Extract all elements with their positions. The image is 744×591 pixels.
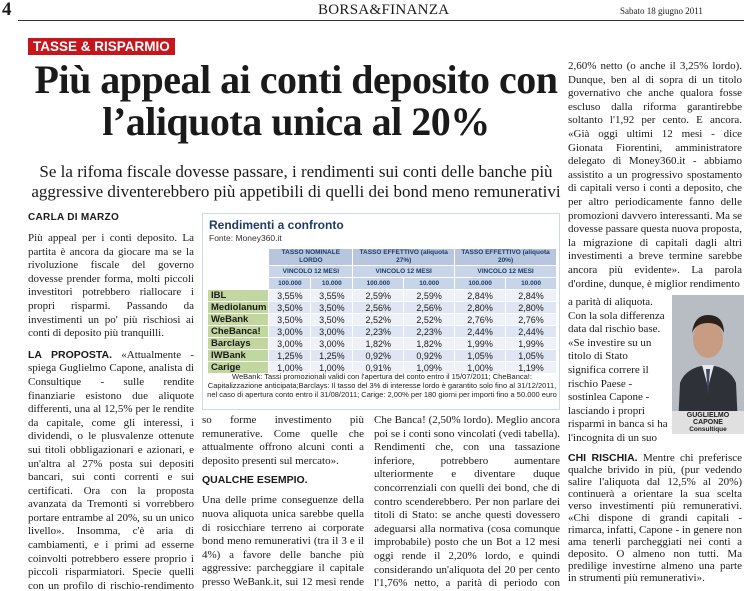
paragraph: 2,60% netto (o anche il 3,25% lordo). Dunque, ben al di sopra di un titolo governativo che anche qualora fosse escluso dalla riforma garantirebbe soltanto l'1,92 per cento. E ancora. «Già oggi ultimi 12 mesi - dice Gionata Fiorentini, amministratore delegato di Money360.it - abbiamo assistito a un progressivo spostamento di capitali verso i conti a deposito, che per altro periodicamente fanno delle promozioni davvero interessanti. Ma se dovesse passare questa nuova proposta, la migrazione di capitali dagli altri investimenti a breve termine sarebbe ancora più evidente». La parola d'ordine, dunque, è miglior rendimento — [568, 60, 742, 290]
caption-name: GUGLIELMO CAPONE — [686, 412, 730, 426]
rate-cell: 1,82% — [404, 338, 455, 350]
group-header: TASSO EFFETTIVO (aliquota 27%) — [353, 249, 455, 266]
rate-cell: 1,05% — [506, 350, 557, 362]
rate-cell: 3,55% — [269, 290, 311, 302]
table-row — [208, 326, 557, 338]
section-head: CHI RISCHIA. Mentre chi preferisce qualche brivido in più, (pur vedendo salire l'aliquota dal 12,5% al 20%) continuerà a orientare la sua scelta verso investimenti più remunerativi. «Chi dispone di grandi capitali - rimarca, infatti, Capone - in genere non ama tenerli parcheggiati nei conti a deposito. O almeno non tutti. Ma predilige investirne almeno una parte in strumenti più remunerativi». — [568, 452, 742, 584]
byline: CARLA DI MARZO — [28, 212, 120, 223]
rate-cell: 0,92% — [404, 350, 455, 362]
table-row — [208, 350, 557, 362]
portrait-photo — [672, 295, 744, 427]
vincolo-header: VINCOLO 12 MESI — [269, 266, 353, 278]
bank-name-cell: IBL — [208, 290, 269, 302]
rate-cell: 3,50% — [269, 302, 311, 314]
rate-cell: 2,84% — [455, 290, 506, 302]
bank-name-cell: Carige — [208, 362, 269, 374]
rate-cell: 1,09% — [404, 362, 455, 374]
rate-cell: 1,05% — [455, 350, 506, 362]
rate-cell: 1,00% — [311, 362, 353, 374]
amount-header: 100.000 — [455, 278, 506, 290]
rate-cell: 0,92% — [353, 350, 404, 362]
bank-name-cell: Barclays — [208, 338, 269, 350]
rate-cell: 2,84% — [506, 290, 557, 302]
rate-cell: 2,76% — [455, 314, 506, 326]
rate-cell: 3,00% — [311, 338, 353, 350]
corner-cell — [208, 266, 269, 278]
table-row — [208, 314, 557, 326]
rate-cell: 1,99% — [455, 338, 506, 350]
portrait-illustration — [672, 295, 744, 427]
paragraph: Più appeal per i conti deposito. La partita è ancora da giocare ma se la rivoluzione fiscale del governo dovesse prender forma, molti piccoli investitori potrebbero riallocare i propri risparmi. Passando da investimenti un po' più rischiosi ai conti di deposito più tranquilli. — [28, 232, 194, 340]
rates-table-box — [202, 213, 560, 410]
column-1 — [28, 232, 194, 590]
corner-cell — [208, 278, 269, 290]
rate-cell: 2,80% — [455, 302, 506, 314]
paragraph: Che Banca! (2,50% lordo). Meglio ancora poi se i conti sono vincolati (vedi tabella). Rendimenti che, con una tassazione inferiore, potrebbero aumentare ulteriormente e diventare duque concorrenziali con quelli dei bond, che di contro scenderebbero. Per non parlare dei titoli di Stato: se anche questi dovessero adeguarsi alla normativa (cosa comunque improbabile) posto che un Bot a 12 mesi oggi rende il 2,20% lordo, e quindi considerando un'aliquota del 20 per cento l'1,76% netto, a parità di periodo con — [374, 414, 560, 590]
corner-cell — [208, 249, 269, 266]
rate-cell: 1,19% — [506, 362, 557, 374]
article-subtitle: Se la rifoma fiscale dovesse passare, i rendimenti sui conti delle banche più aggressive diventerebbero più appetibili di quelli dei bond meno remunerativi — [31, 162, 561, 201]
section-tag: TASSE & RISPARMIO — [28, 38, 175, 55]
paragraph: so forme investimento più remunerative. Come quelle che attualmente offrono alcuni conti a deposito presenti sul mercato». — [202, 414, 364, 467]
column-2 — [202, 414, 364, 590]
vincolo-header: VINCOLO 12 MESI — [455, 266, 557, 278]
rate-cell: 2,59% — [404, 290, 455, 302]
group-header: TASSO EFFETTIVO (aliquota 20%) — [455, 249, 557, 266]
amount-header: 10.000 — [506, 278, 557, 290]
table-footnote: WeBank: Tassi promozionali validi con l'apertura del conto entro il 15/07/2011; CheBanca!: Capitalizzazione anticipata;Barclays: Il tasso del 3% di interesse lordo è garantito solo fino al 31/12/2011, nel caso di apertura conto entro il 31/08/2011; Carige: 2,00% per 180 giorni per importi fino a 50.000 euro — [207, 372, 557, 399]
paragraph: LA PROPOSTA. «Attualmente - spiega Guglielmo Capone, analista di Consultique - sulle rendite finanziarie esistono due aliquote differenti, una al 12,5% per le rendite da capitale, come gli interessi, i dividendi, o le plusvalenze ottenute sui titoli obbligazionari e azionari, e un'altra al 27% posta sui depositi bancari, sui conti correnti e sui certificati. Ora con la proposta avanzata da Tremonti si vorrebbero portare entrambe al 20%, su un unico livello». Insomma, c'è aria di cambiamenti, e i primi ad esserne coinvolti potrebbero essere proprio i piccoli risparmiatori. Specie quelli con un profilo di rischio-rendimento — [28, 348, 194, 590]
bank-name-cell: CheBanca! — [208, 326, 269, 338]
rate-cell: 2,80% — [506, 302, 557, 314]
dateline: Sabato 18 giugno 2011 — [620, 6, 703, 16]
amount-header: 10.000 — [404, 278, 455, 290]
bank-name-cell: IWBank — [208, 350, 269, 362]
rate-cell: 3,00% — [311, 326, 353, 338]
rate-cell: 3,50% — [311, 302, 353, 314]
paragraph: Una delle prime conseguenze della nuova aliquota unica sarebbe quella di rosicchiare terreno ai corporate bond meno remunerativi (tra il 3 e il 4%) a favore delle banche più aggressive: parcheggiare il capitale presso WeBank.it, sui 12 mesi rende — [202, 494, 364, 588]
rate-cell: 0,91% — [353, 362, 404, 374]
rate-cell: 2,52% — [404, 314, 455, 326]
page-number: 4 — [2, 0, 12, 20]
rate-cell: 1,00% — [269, 362, 311, 374]
column-4-top — [568, 60, 742, 296]
rate-cell: 1,25% — [269, 350, 311, 362]
table-source: Fonte: Money360.it — [209, 233, 282, 243]
column-4-bottom — [568, 452, 742, 590]
article-title: Più appeal ai conti deposito con l’aliquota unica al 20% — [34, 57, 558, 144]
section-head: QUALCHE ESEMPIO. — [202, 474, 308, 487]
rate-cell: 2,76% — [506, 314, 557, 326]
table-title: Rendimenti a confronto — [209, 218, 344, 232]
paragraph-continued: a parità di aliquota. Con la sola differenza data dal rischio base. «Se investire su un titolo di Stato significa correre il rischio Paese - sostinlea Capone - lasciando i propri risparmi in banca si ha l'incognita di un suo — [568, 296, 668, 444]
paragraph-lead: LA PROPOSTA. — [28, 348, 113, 361]
bank-name-cell: WeBank — [208, 314, 269, 326]
rate-cell: 1,25% — [311, 350, 353, 362]
vincolo-header: VINCOLO 12 MESI — [353, 266, 455, 278]
masthead: BORSA&FINANZA — [318, 2, 450, 18]
rate-cell: 2,23% — [404, 326, 455, 338]
rate-cell: 3,00% — [269, 338, 311, 350]
column-4-beside-photo — [568, 296, 668, 446]
rate-cell: 2,52% — [353, 314, 404, 326]
column-3 — [374, 414, 560, 590]
bank-name-cell: Mediolanum — [208, 302, 269, 314]
rate-cell: 2,44% — [455, 326, 506, 338]
rate-cell: 2,44% — [506, 326, 557, 338]
table-row — [208, 302, 557, 314]
amount-header: 100.000 — [353, 278, 404, 290]
rate-cell: 3,00% — [269, 326, 311, 338]
photo-caption — [672, 411, 744, 434]
table-row — [208, 338, 557, 350]
rates-table — [207, 248, 557, 374]
amount-header: 10.000 — [311, 278, 353, 290]
rate-cell: 2,59% — [353, 290, 404, 302]
rate-cell: 2,56% — [353, 302, 404, 314]
caption-role: Consultique — [689, 426, 727, 433]
rate-cell: 1,00% — [455, 362, 506, 374]
rate-cell: 3,50% — [269, 314, 311, 326]
rate-cell: 3,50% — [311, 314, 353, 326]
rate-cell: 1,82% — [353, 338, 404, 350]
rate-cell: 1,99% — [506, 338, 557, 350]
amount-header: 100.000 — [269, 278, 311, 290]
rate-cell: 2,56% — [404, 302, 455, 314]
rate-cell: 2,23% — [353, 326, 404, 338]
table-row — [208, 290, 557, 302]
group-header: TASSO NOMINALE LORDO — [269, 249, 353, 266]
header-rule — [18, 20, 744, 21]
rate-cell: 3,55% — [311, 290, 353, 302]
